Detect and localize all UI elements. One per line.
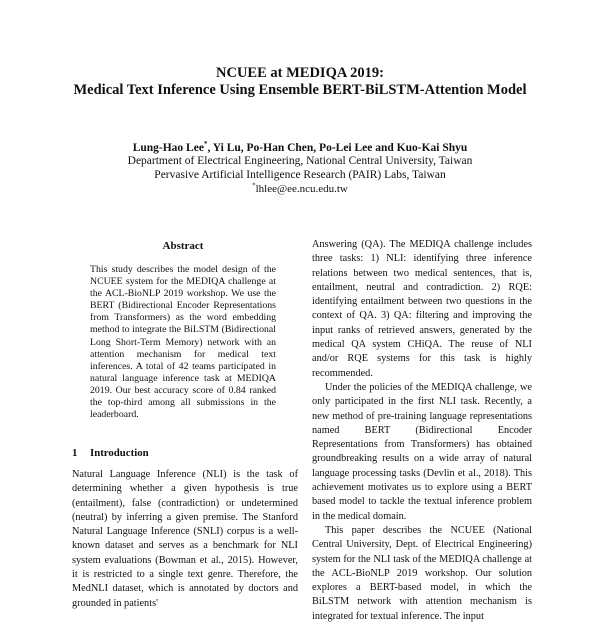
abstract-heading: Abstract bbox=[162, 240, 204, 252]
right-paragraph-1: Answering (QA). The MEDIQA challenge includes three tasks: 1) NLI: identifying three inference relations between two medical sentences, that is, entailment, neutral and contradiction. 2) RQE: identifying entailment between two questions in the context of QA. 3) QA: filtering and improving the input ranks of retrieved answers, generated by the medical QA system CHiQA. The reuse of NLI and/or RQE systems for this task is highly recommended. bbox=[312, 239, 532, 379]
affiliation-lab: Pervasive Artificial Intelligence Research (PAIR) Labs, Taiwan bbox=[154, 169, 446, 181]
introduction-paragraph: Natural Language Inference (NLI) is the task of determining whether a given hypothesis is true (entailment), false (contradiction) or undetermined (neutral) by inferring a given premise. The Stanford Natural Language Inference (SNLI) corpus is a well-known dataset and serves as a benchmark for NLI system evaluations (Bowman et al., 2015). However, it is restricted to a single text genre. Therefore, the MedNLI dataset, which is annotated by doctors and grounded in patients' bbox=[72, 469, 298, 609]
email-marker: * bbox=[252, 181, 256, 190]
section-heading-introduction bbox=[72, 447, 302, 459]
right-paragraph-2: Under the policies of the MEDIQA challenge, we only participated in the first NLI task. Recently, a new method of pre-training language representations named BERT (Bidirectional Encoder Representations from Transformers) has obtained groundbreaking results on a wide array of natural language processing tasks (Devlin et al., 2018). This achievement motivates us to explore using a BERT based model to tackle the textual inference problem in the medical domain. bbox=[312, 381, 532, 522]
section-title: Introduction bbox=[90, 447, 149, 459]
contact-email bbox=[0, 183, 600, 196]
section-number: 1 bbox=[72, 447, 78, 459]
right-column-text bbox=[312, 238, 532, 624]
first-author: Lung-Hao Lee bbox=[132, 142, 204, 154]
author-list bbox=[0, 141, 600, 155]
other-authors: , Yi Lu, Po-Han Chen, Po-Lei Lee and Kuo-Kai Shyu bbox=[207, 142, 468, 154]
affiliation-department: Department of Electrical Engineering, National Central University, Taiwan bbox=[127, 155, 473, 167]
email-address: lhlee@ee.ncu.edu.tw bbox=[255, 183, 348, 195]
paper-title-line-2: Medical Text Inference Using Ensemble BERT-BiLSTM-Attention Model bbox=[73, 82, 527, 98]
paper-title-line-1: NCUEE at MEDIQA 2019: bbox=[216, 65, 384, 81]
abstract-text: This study describes the model design of the NCUEE system for the MEDIQA challenge at the ACL-BioNLP 2019 workshop. We use the BERT (Bidirectional Encoder Representations from Transformers) as the word embedding method to integrate the BiLSTM (Bidirectional Long Short-Term Memory) network with an attention mechanism for medical text inferences. A total of 42 teams participated in natural language inference task at MEDIQA 2019. Our best accuracy score of 0.84 ranked the top-third among all submissions in the leaderboard. bbox=[90, 264, 276, 421]
right-paragraph-3: This paper describes the NCUEE (National Central University, Dept. of Electrical Engineering) system for the NLI task of the MEDIQA challenge at the ACL-BioNLP 2019 workshop. Our solution explores a BERT-based model, in which the BiLSTM network with attention mechanism is integrated for textual inference. The input bbox=[312, 524, 532, 622]
author-names bbox=[133, 142, 468, 154]
author-marker: * bbox=[203, 140, 208, 149]
